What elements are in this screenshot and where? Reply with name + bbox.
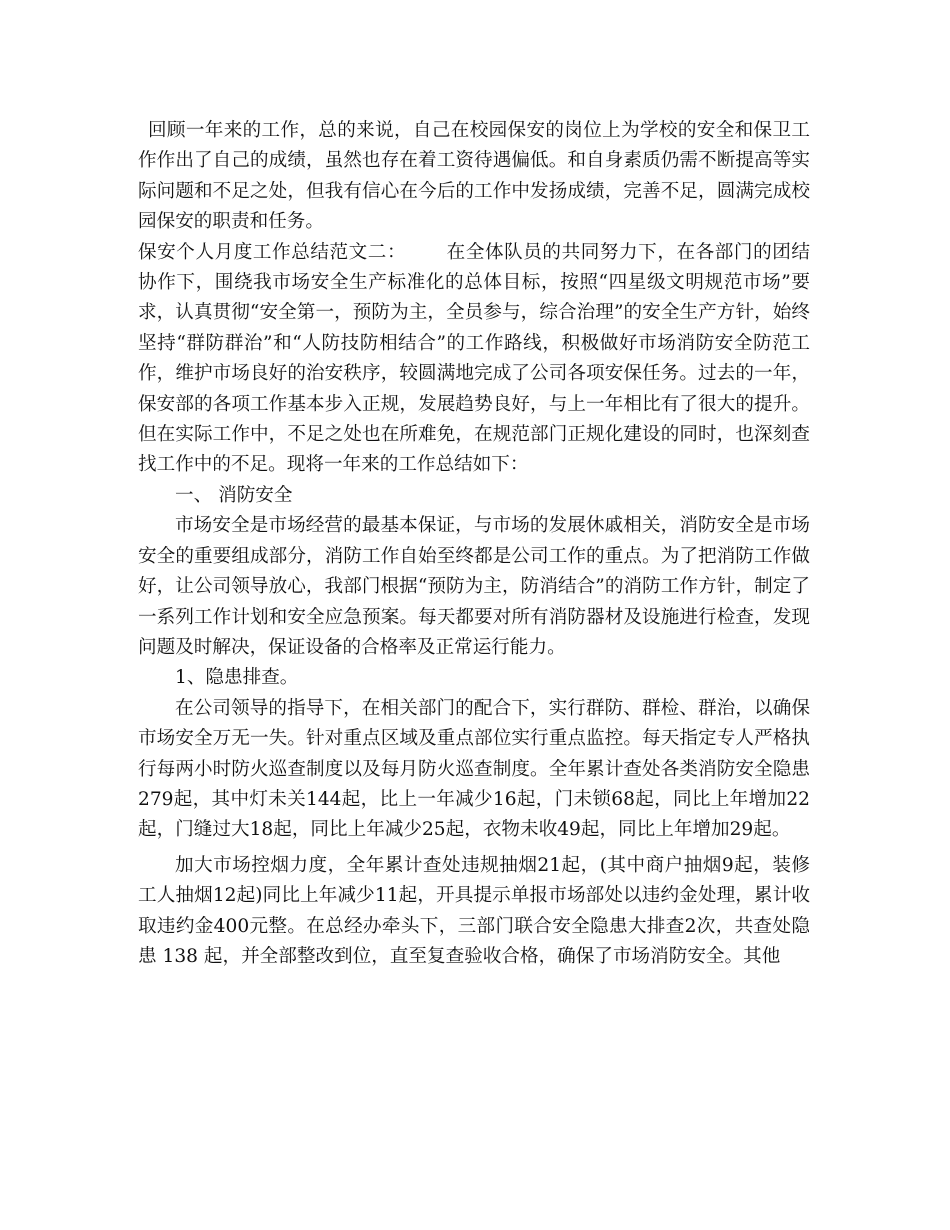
document-body bbox=[138, 116, 810, 972]
paragraph-sample-two-body: 在全体队员的共同努力下，在各部门的团结协作下，围绕我市场安全生产标准化的总体目标，按照“四星级文明规范市场”要求，认真贯彻“安全第一，预防为主，全员参与，综合治理”的安全生产方针，始终坚持“群防群治”和“人防技防相结合”的工作路线，积极做好市场消防安全防范工作，维护市场良好的治安秩序，较圆满地完成了公司各项安保任务。过去的一年，保安部的各项工作基本步入正规，发展趋势良好，与上一年相比有了很大的提升。但在实际工作中，不足之处也在所难免，在规范部门正规化建设的同时，也深刻查找工作中的不足。现将一年来的工作总结如下： bbox=[138, 241, 810, 476]
paragraph-sample-two bbox=[138, 238, 810, 481]
paragraph-smoking-control: 加大市场控烟力度，全年累计查处违规抽烟21起，(其中商户抽烟9起，装修工人抽烟12起)同比上年减少11起，开具提示单报市场部处以违约金处理，累计收取违约金400元整。在总经办牵头下，三部门联合安全隐患大排查2次，共查处隐患 138 起，并全部整改到位，直至复查验收合格，确保了市场消防安全。其他 bbox=[138, 854, 810, 967]
paragraph-review: 回顾一年来的工作，总的来说，自己在校园保安的岗位上为学校的安全和保卫工作作出了自己的成绩，虽然也存在着工资待遇偏低。和自身素质仍需不断提高等实际问题和不足之处，但我有信心在今后的工作中发扬成绩，完善不足，圆满完成校园保安的职责和任务。 bbox=[138, 120, 810, 233]
paragraph-fire-safety: 市场安全是市场经营的最基本保证，与市场的发展休戚相关，消防安全是市场安全的重要组成部分，消防工作自始至终都是公司工作的重点。为了把消防工作做好，让公司领导放心，我部门根据“预防为主，防消结合”的消防工作方针，制定了一系列工作计划和安全应急预案。每天都要对所有消防器材及设施进行检查，发现问题及时解决，保证设备的合格率及正常运行能力。 bbox=[138, 515, 810, 658]
paragraph-hazard-inspection: 在公司领导的指导下，在相关部门的配合下，实行群防、群检、群治，以确保市场安全万无一失。针对重点区域及重点部位实行重点监控。每天指定专人严格执行每两小时防火巡查制度以及每月防火巡查制度。全年累计查处各类消防安全隐患279起，其中灯未关144起，比上一年减少16起，门未锁68起，同比上年增加22起，门缝过大18起，同比上年减少25起，衣物未收49起，同比上年增加29起。 bbox=[138, 697, 810, 841]
heading-fire-safety: 一、 消防安全 bbox=[175, 484, 293, 506]
heading-hazard-inspection: 1、隐患排查。 bbox=[175, 667, 299, 689]
section-title-sample-two: 保安个人月度工作总结范文二： bbox=[138, 241, 407, 263]
